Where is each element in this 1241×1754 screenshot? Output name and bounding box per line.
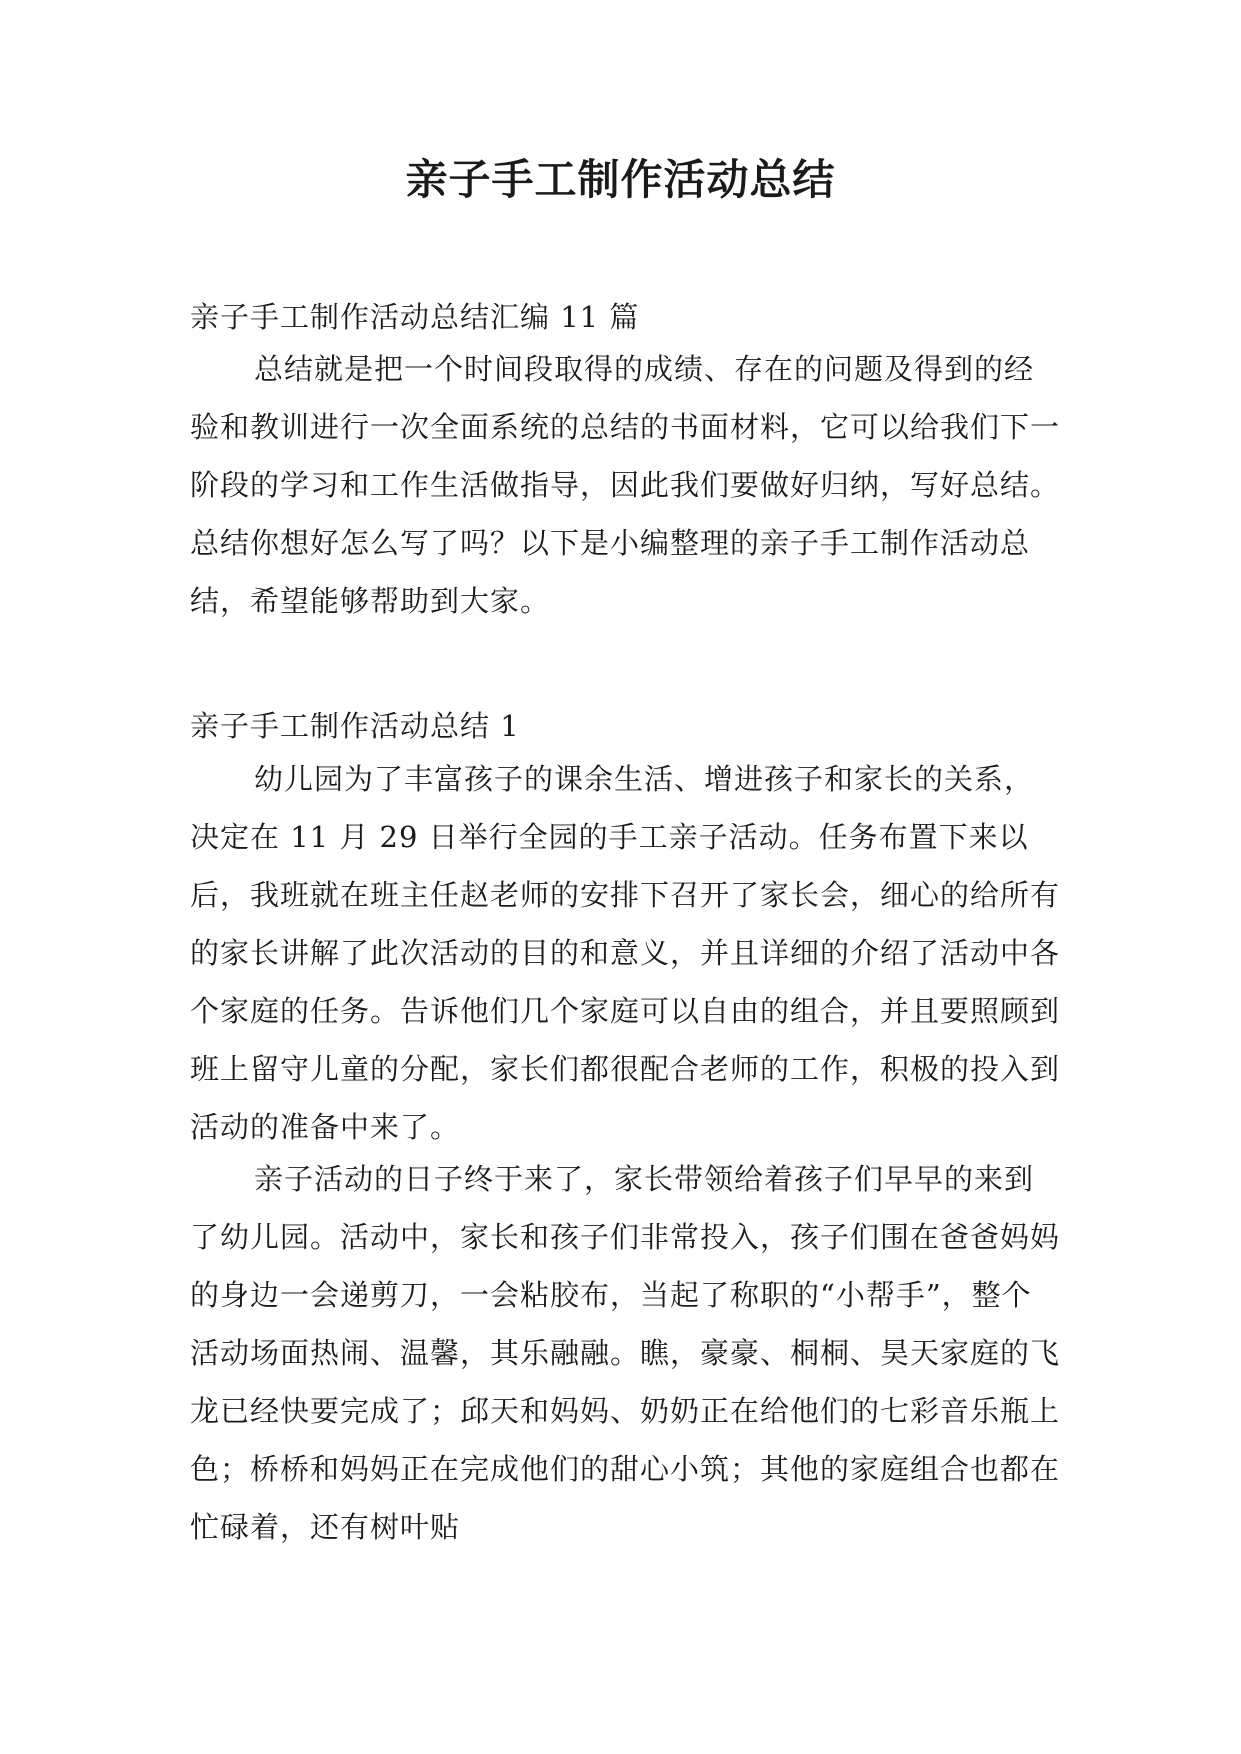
intro-paragraph: 总结就是把一个时间段取得的成绩、存在的问题及得到的经验和教训进行一次全面系统的总结的书面材料，它可以给我们下一阶段的学习和工作生活做指导，因此我们要做好归纳，写好总结。总结你想好怎么写了吗？以下是小编整理的亲子手工制作活动总结，希望能够帮助到大家。 — [190, 352, 1061, 618]
document-title: 亲子手工制作活动总结 — [405, 155, 836, 204]
body-paragraph: 幼儿园为了丰富孩子的课余生活、增进孩子和家长的关系，决定在 11 月 29 日举行全园的手工亲子活动。任务布置下来以后，我班就在班主任赵老师的安排下召开了家长会，细心的给所有的家长讲解了此次活动的目的和意义，并且详细的介绍了活动中各个家庭的任务。告诉他们几个家庭可以自由的组合，并且要照顾到班上留守儿童的分配，家长们都很配合老师的工作，积极的投入到活动的准备中来了。 — [190, 762, 1061, 1144]
document-subtitle: 亲子手工制作活动总结汇编 11 篇 — [190, 300, 640, 334]
section-heading: 亲子手工制作活动总结 1 — [190, 709, 520, 743]
body-paragraph: 亲子活动的日子终于来了，家长带领给着孩子们早早的来到了幼儿园。活动中，家长和孩子们非常投入，孩子们围在爸爸妈妈的身边一会递剪刀，一会粘胶布，当起了称职的“小帮手”，整个活动场面热闹、温馨，其乐融融。瞧，豪豪、桐桐、昊天家庭的飞龙已经快要完成了；邱天和妈妈、奶奶正在给他们的七彩音乐瓶上色；桥桥和妈妈正在完成他们的甜心小筑；其他的家庭组合也都在忙碌着，还有树叶贴 — [190, 1162, 1061, 1544]
